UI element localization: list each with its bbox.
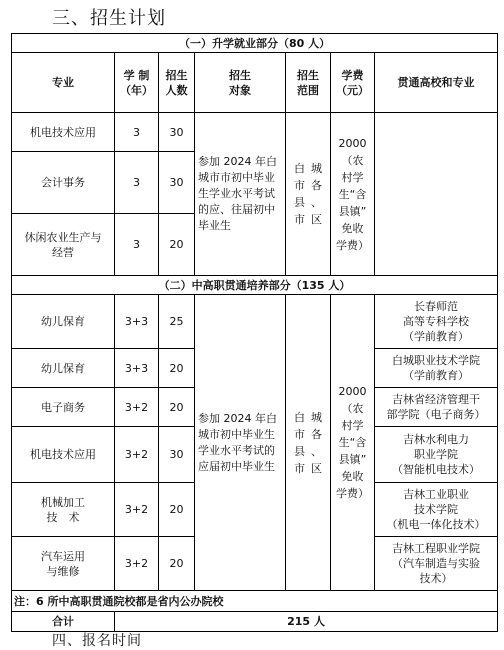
- college-cell: 吉林工程职业学院 （汽车制造与实验 技术）: [375, 537, 498, 591]
- header-range: 招生 范围: [286, 53, 331, 113]
- range-col-b: 城 各 、 区: [311, 410, 322, 475]
- duration-cell: 3: [115, 152, 159, 214]
- next-section-heading: 四、报名时间: [52, 633, 142, 649]
- major-cell: 会计事务: [12, 152, 115, 214]
- major-cell: 幼儿保育: [12, 295, 115, 349]
- duration-cell: 3+2: [115, 537, 159, 591]
- section1-fee: 2000 （农 村学 生“含 县镇” 免收 学费）: [331, 113, 375, 276]
- section1-target: 参加 2024 年白城市市初中毕业生学业水平考试的应、往届初中毕业生: [195, 113, 286, 276]
- header-major: 专业: [12, 53, 115, 113]
- count-cell: 20: [159, 214, 195, 276]
- total-value: 215 人: [115, 612, 498, 632]
- header-count: 招生 人数: [159, 53, 195, 113]
- section1-title: （一）升学就业部分（80 人）: [12, 34, 498, 53]
- duration-cell: 3+3: [115, 349, 159, 388]
- section2-fee: 2000 （农 村学 生“含 县镇” 免收 学费）: [331, 295, 375, 591]
- section2-range: [286, 295, 331, 591]
- section1-range: [286, 113, 331, 276]
- duration-cell: 3: [115, 214, 159, 276]
- count-cell: 20: [159, 349, 195, 388]
- section2-title: （二）中高职贯通培养部分（135 人）: [12, 276, 498, 295]
- range-col-a: 白 市 县 市: [294, 410, 305, 475]
- major-cell: 电子商务: [12, 388, 115, 427]
- table-note: 注：6 所中高职贯通院校都是省内公办院校: [12, 591, 498, 612]
- major-cell: 休闲农业生产与 经营: [12, 214, 115, 276]
- header-fee: 学费 （元）: [331, 53, 375, 113]
- section-heading: 三、招生计划: [52, 8, 166, 29]
- count-cell: 30: [159, 152, 195, 214]
- enrollment-plan-table: [11, 33, 498, 632]
- major-cell: 汽车运用 与维修: [12, 537, 115, 591]
- section2-target: 参加 2024 年白城市初中毕业生学业水平考试的应届初中毕业生: [195, 295, 286, 591]
- major-cell: 机械加工 技 术: [12, 483, 115, 537]
- major-cell: 机电技术应用: [12, 113, 115, 152]
- college-cell: 吉林工业职业 技术学院 （机电一体化技术）: [375, 483, 498, 537]
- duration-cell: 3+3: [115, 295, 159, 349]
- count-cell: 25: [159, 295, 195, 349]
- table-row: [12, 295, 498, 349]
- count-cell: 30: [159, 113, 195, 152]
- duration-cell: 3+2: [115, 388, 159, 427]
- college-cell: 白城职业技术学院 （学前教育）: [375, 349, 498, 388]
- count-cell: 20: [159, 483, 195, 537]
- header-colleges: 贯通高校和专业: [375, 53, 498, 113]
- duration-cell: 3: [115, 113, 159, 152]
- total-label: 合计: [12, 612, 115, 632]
- range-col-a: 白 市 县 市: [294, 162, 305, 226]
- count-cell: 20: [159, 537, 195, 591]
- duration-cell: 3+2: [115, 483, 159, 537]
- section1-colleges: [375, 113, 498, 276]
- table-row: [12, 113, 498, 152]
- count-cell: 20: [159, 388, 195, 427]
- major-cell: 机电技术应用: [12, 427, 115, 483]
- college-cell: 吉林水利电力 职业学院 （智能机电技术）: [375, 427, 498, 483]
- college-cell: 长春师范 高等专科学校 （学前教育）: [375, 295, 498, 349]
- college-cell: 吉林省经济管理干 部学院（电子商务）: [375, 388, 498, 427]
- header-target: 招生 对象: [195, 53, 286, 113]
- range-col-b: 城 各 、 区: [311, 162, 322, 226]
- count-cell: 30: [159, 427, 195, 483]
- major-cell: 幼儿保育: [12, 349, 115, 388]
- header-duration: 学 制 （年）: [115, 53, 159, 113]
- duration-cell: 3+2: [115, 427, 159, 483]
